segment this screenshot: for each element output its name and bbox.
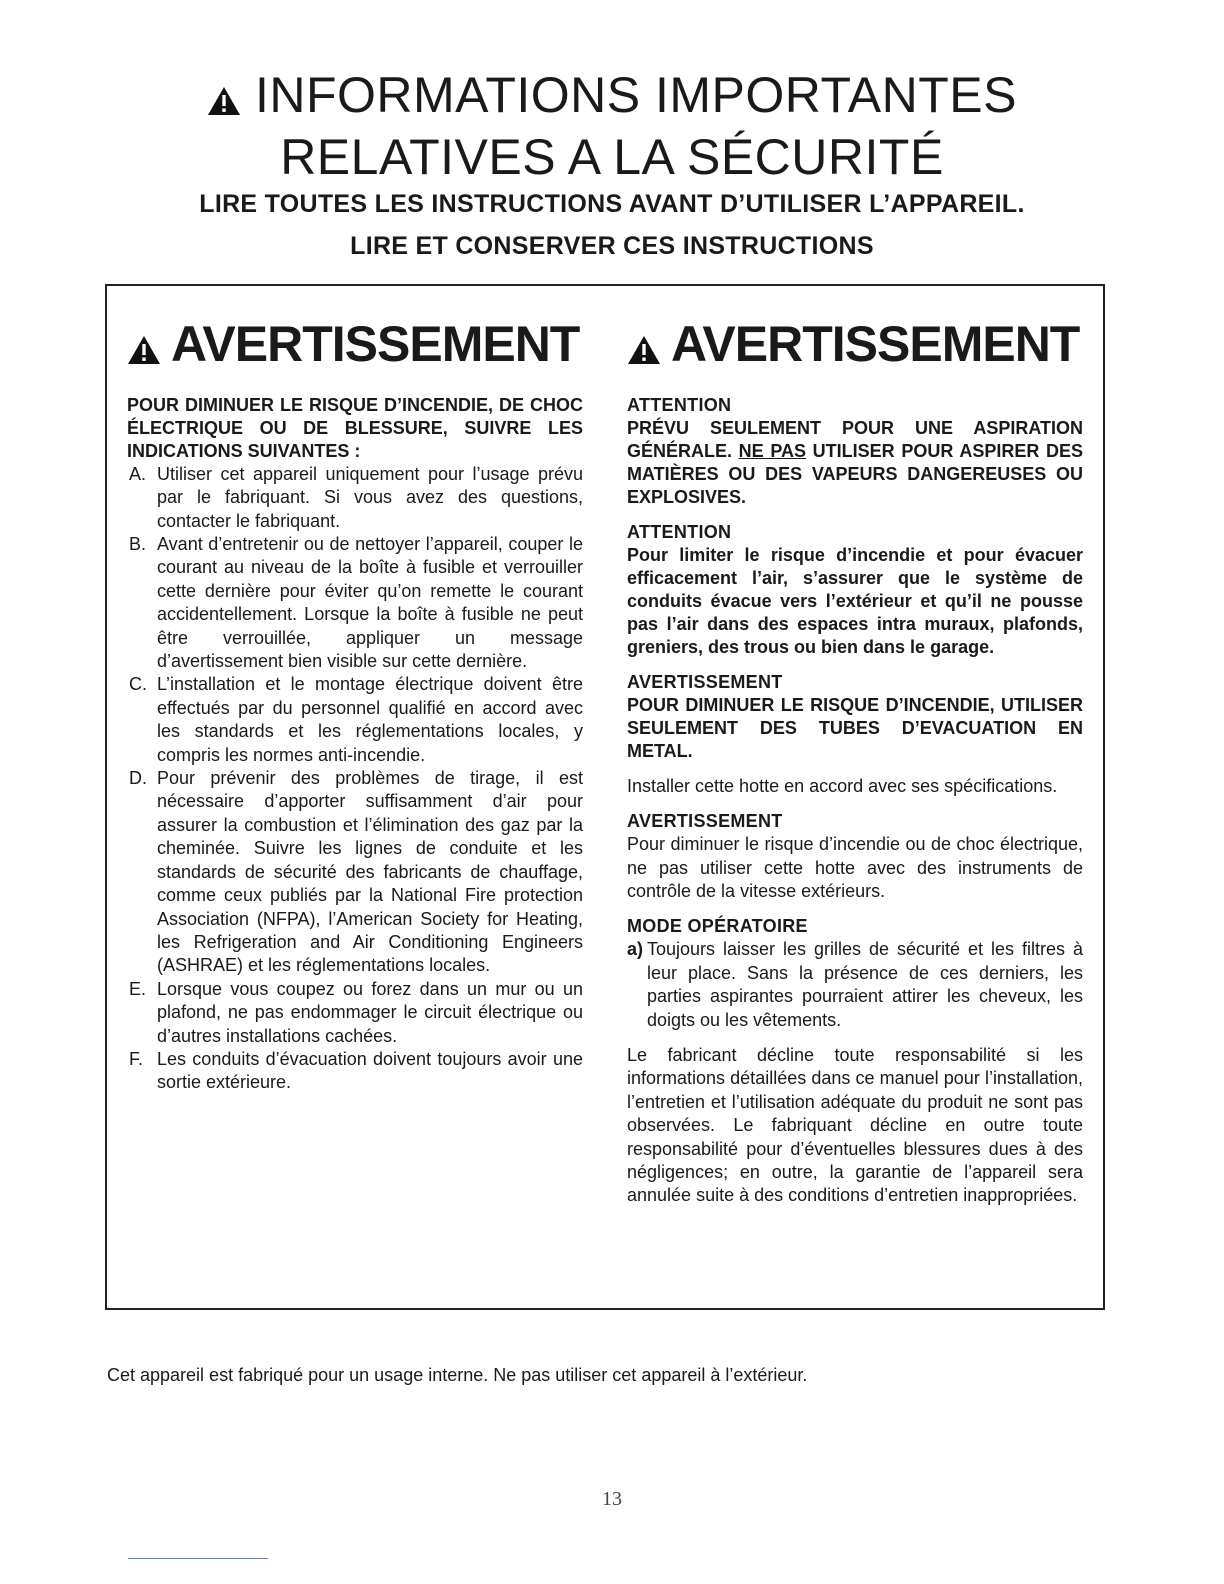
warning-triangle-icon (207, 70, 241, 128)
attention-text-2: Pour limiter le risque d’incendie et pour évacuer efficacement l’air, s’assurer que le système de conduits évacue vers l’extérieur et qu’il ne pousse pas l’air dans des espaces intra muraux, plafonds, greniers, des trous ou bien dans le garage. (627, 544, 1083, 657)
warning-label-1: AVERTISSEMENT (627, 671, 783, 692)
right-warning-heading: AVERTISSEMENT (627, 314, 1083, 378)
bottom-rule (128, 1558, 268, 1559)
warning-triangle-icon (627, 318, 661, 378)
attention-text-1: PRÉVU SEULEMENT POUR UNE ASPIRATION GÉNÉRALE. NE PAS UTILISER POUR ASPIRER DES MATIÈRES OU DES VAPEURS DANGEREUSES OU EXPLOSIVES. (627, 417, 1083, 507)
list-item: C. L’installation et le montage électrique doivent être effectués par du personnel qualifié en accord avec les standards et les réglementations locales, y compris les normes anti-incendie. (129, 674, 583, 765)
list-item: A. Utiliser cet appareil uniquement pour l’usage prévu par le fabriquant. Si vous avez des questions, contacter le fabriquant. (129, 463, 583, 531)
warning-text-1: POUR DIMINUER LE RISQUE D’INCENDIE, UTILISER SEULEMENT DES TUBES D’EVACUATION EN METAL. (627, 694, 1083, 761)
disclaimer: Le fabricant décline toute responsabilité si les informations détaillées dans ce manuel pour l’installation, l’entretien et l’utilisation adéquate du produit ne sont pas observées. Le fabriquant décline en outre toute responsabilité pour d’éventuelles blessures dues à des négligences; en outre, la garantie de l’appareil sera annulée suite à des conditions d’entretien inappropriées. (627, 1045, 1083, 1206)
list-item: D. Pour prévenir des problèmes de tirage, il est nécessaire d’apporter suffisamment d’air pour assurer la combustion et l’élimination des gaz par la cheminée. Suivre les lignes de conduite et les standards de sécurité des fabricants de chauffage, comme ceux publiés par la National Fire protection Association (NFPA), l’American Society for Heating, les Refrigeration and Air Conditioning Engineers (ASHRAE) et les réglementations locales. (129, 768, 583, 976)
warning-text-2: Pour diminuer le risque d’incendie ou de choc électrique, ne pas utiliser cette hotte avec des instruments de contrôle de la vitesse extérieurs. (627, 834, 1083, 902)
left-warning-heading: AVERTISSEMENT (127, 314, 583, 378)
mode-item: a) Toujours laisser les grilles de sécurité et les filtres à leur place. Sans la présence de ces derniers, les parties aspirantes pourraient attirer les cheveux, les doigts ou les vêtements. (627, 939, 1083, 1030)
mode-label: MODE OPÉRATOIRE (627, 916, 808, 937)
attention-label-2: ATTENTION (627, 521, 732, 542)
safety-list (127, 463, 583, 1095)
page-number: 13 (602, 1488, 622, 1510)
list-item: B. Avant d’entretenir ou de nettoyer l’appareil, couper le courant au niveau de la boîte à fusible et verrouiller cette dernière pour éviter qu’on remette le courant accidentellement. Lorsque la boîte à fusible ne peut être verrouillée, appliquer un message d’avertissement bien visible sur cette dernière. (129, 534, 583, 672)
install-text: Installer cette hotte en accord avec ses spécifications. (627, 775, 1058, 796)
title-line-1: INFORMATIONS IMPORTANTES (0, 66, 1224, 128)
list-item: F. Les conduits d’évacuation doivent toujours avoir une sortie extérieure. (129, 1048, 583, 1093)
warning-triangle-icon (127, 318, 161, 378)
subtitle-read-instructions: LIRE TOUTES LES INSTRUCTIONS AVANT D’UTILISER L’APPAREIL. (199, 190, 1025, 218)
warning-label-2: AVERTISSEMENT (627, 811, 783, 832)
footer-note: Cet appareil est fabriqué pour un usage interne. Ne pas utiliser cet appareil à l’extérieur. (107, 1365, 808, 1385)
left-intro: POUR DIMINUER LE RISQUE D’INCENDIE, DE CHOC ÉLECTRIQUE OU DE BLESSURE, SUIVRE LES INDICATIONS SUIVANTES : (127, 394, 583, 461)
attention-label-1: ATTENTION (627, 394, 732, 415)
page-title (0, 66, 1224, 186)
left-column (127, 314, 583, 1095)
list-item: E. Lorsque vous coupez ou forez dans un mur ou un plafond, ne pas endommager le circuit électrique ou d’autres installations cachées. (129, 978, 583, 1046)
warning-box (105, 284, 1105, 1310)
subtitle-keep-instructions: LIRE ET CONSERVER CES INSTRUCTIONS (350, 232, 874, 260)
right-column (627, 314, 1083, 1208)
title-line-2: RELATIVES A LA SÉCURITÉ (280, 128, 944, 185)
